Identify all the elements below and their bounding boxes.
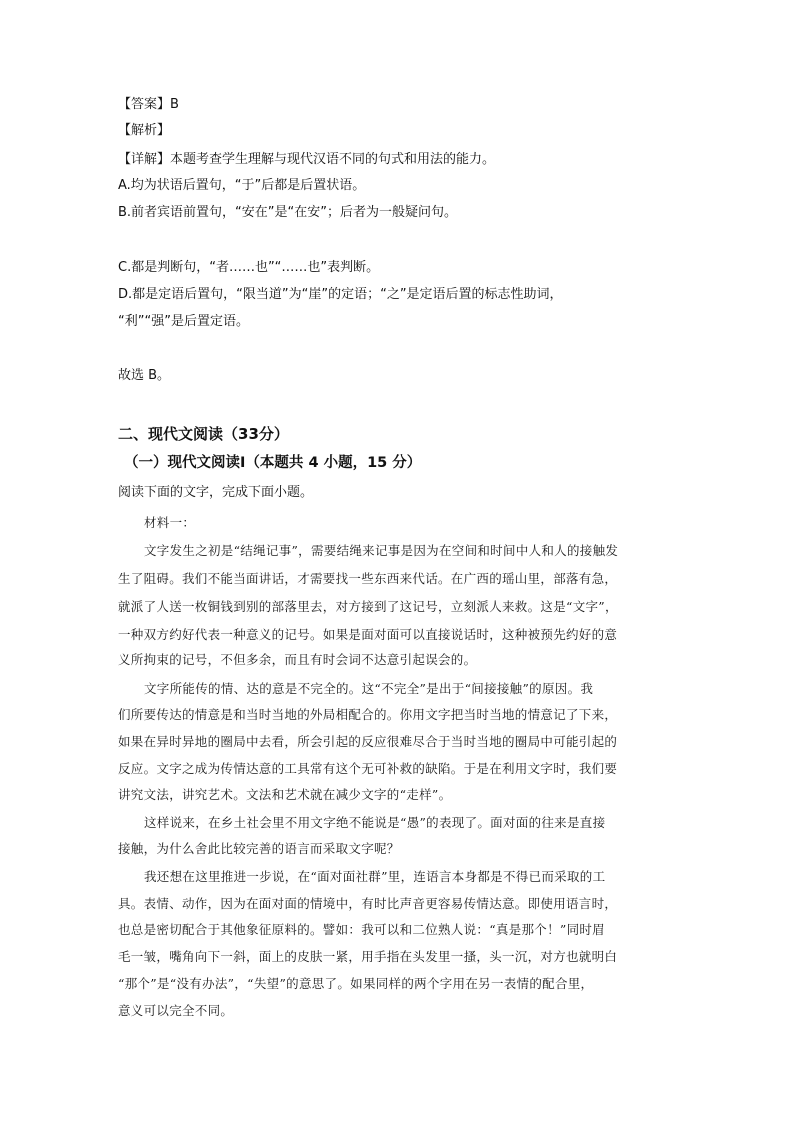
- conclusion-line: 故选 B。: [118, 368, 171, 383]
- passage-line: 讲究文法，讲究艺术。文法和艺术就在减少文字的“走样”。: [118, 787, 452, 802]
- passage-line: 具。表情、动作，因为在面对面的情境中，有时比声音更容易传情达意。即使用语言时，: [118, 896, 618, 911]
- answer-line: 【答案】B: [118, 97, 179, 112]
- passage-line: 文字发生之初是“结绳记事”，需要结绳来记事是因为在空间和时间中人和人的接触发: [144, 543, 619, 558]
- passage-line: “那个”是“没有办法”，“失望”的意思了。如果同样的两个字用在另一表情的配合里，: [118, 976, 594, 991]
- analysis-label: 【解析】: [118, 123, 171, 138]
- passage-line: 一种双方约好代表一种意义的记号。如果是面对面可以直接说话时，这种被预先约好的意: [118, 627, 618, 642]
- option-d-explanation-line-1: D.都是定语后置句，“限当道”为“崖”的定语；“之”是定语后置的标志性助词，: [118, 287, 563, 302]
- option-b-explanation: B.前者宾语前置句，“安在”是“在安”；后者为一般疑问句。: [118, 205, 457, 220]
- subsection-title: （一）现代文阅读Ⅰ（本题共 4 小题，15 分）: [124, 455, 422, 471]
- passage-line: 意义可以完全不同。: [118, 1003, 234, 1018]
- passage-line: 文字所能传的情、达的意是不完全的。这“不完全”是出于“间接接触”的原因。我: [144, 681, 594, 696]
- material-label: 材料一：: [144, 515, 196, 530]
- passage-line: 接触，为什么舍此比较完善的语言而采取文字呢？: [118, 841, 400, 856]
- option-c-explanation: C.都是判断句，“者……也”“……也”表判断。: [118, 260, 380, 275]
- passage-line: 这样说来，在乡土社会里不用文字绝不能说是“愚”的表现了。面对面的往来是直接: [144, 815, 606, 830]
- passage-line: 义所拘束的记号，不但多余，而且有时会词不达意引起误会的。: [118, 652, 477, 667]
- option-a-explanation: A.均为状语后置句，“于”后都是后置状语。: [118, 178, 366, 193]
- passage-line: 我还想在这里推进一步说，在“面对面社群”里，连语言本身都是不得已而采取的工: [144, 869, 606, 884]
- instruction-line: 阅读下面的文字，完成下面小题。: [118, 485, 314, 500]
- passage-line: 反应。文字之成为传情达意的工具常有这个无可补救的缺陷。于是在利用文字时，我们要: [118, 761, 618, 776]
- option-d-explanation-line-2: “利”“强”是后置定语。: [118, 314, 249, 329]
- detail-line: 【详解】本题考查学生理解与现代汉语不同的句式和用法的能力。: [118, 152, 496, 167]
- passage-line: 就派了人送一枚铜钱到别的部落里去，对方接到了这记号，立刻派人来救。这是“文字”，: [118, 599, 618, 614]
- passage-line: 们所要传达的情意是和当时当地的外局相配合的。你用文字把当时当地的情意记了下来，: [118, 707, 618, 722]
- passage-line: 毛一皱，嘴角向下一斜，面上的皮肤一紧，用手指在头发里一搔，头一沉，对方也就明白: [118, 949, 618, 964]
- passage-line: 生了阻碍。我们不能当面讲话，才需要找一些东西来代话。在广西的瑶山里，部落有急，: [118, 571, 618, 586]
- passage-line: 如果在异时异地的圈局中去看，所会引起的反应很难尽合于当时当地的圈局中可能引起的: [118, 734, 618, 749]
- section-title: 二、现代文阅读（33分）: [118, 425, 289, 443]
- passage-line: 也总是密切配合于其他象征原料的。譬如：我可以和二位熟人说：“真是那个！”同时眉: [118, 922, 605, 937]
